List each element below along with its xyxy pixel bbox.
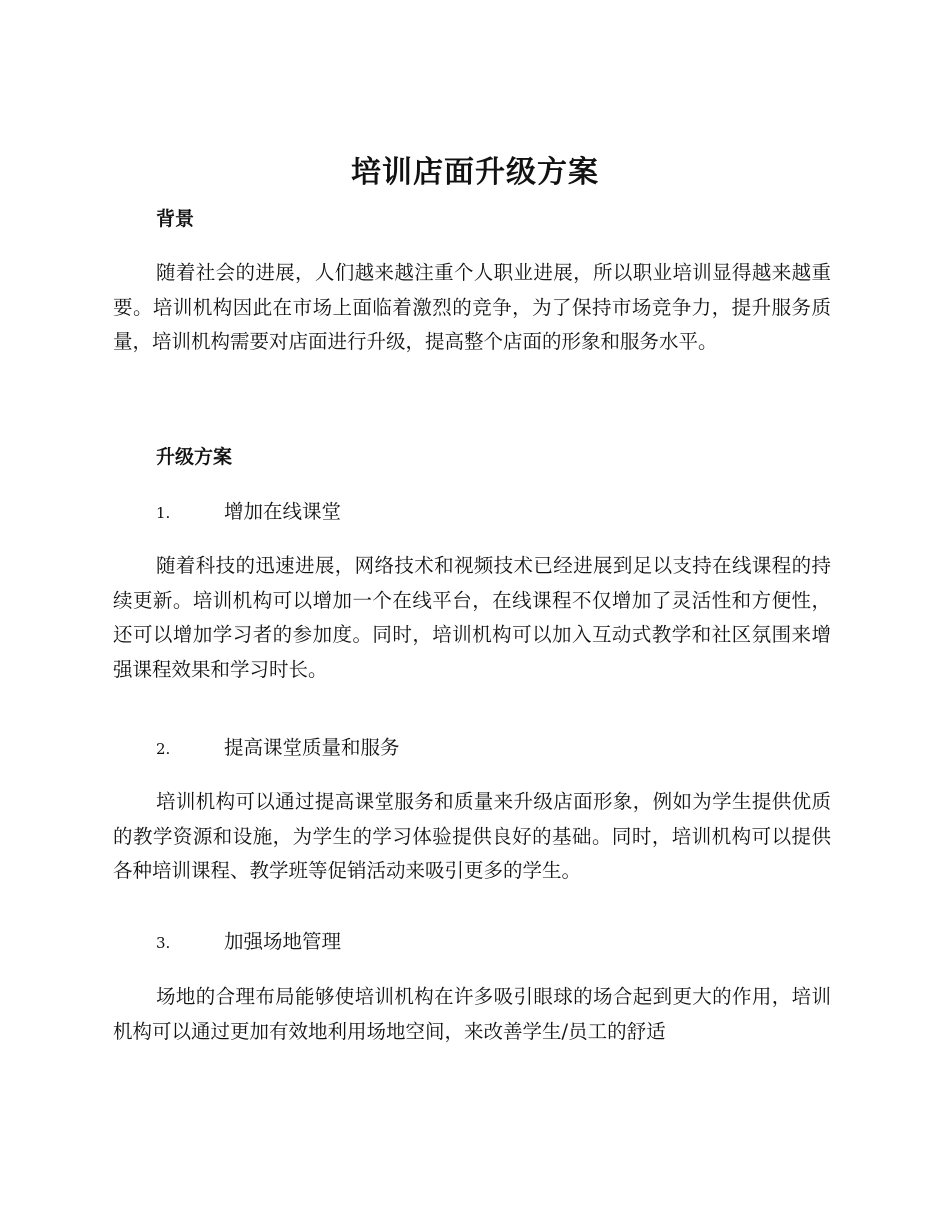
list-item-venue-management [156,927,341,958]
list-item-online-classroom [156,497,341,528]
background-paragraph: 随着社会的进展，人们越来越注重个人职业进展，所以职业培训显得越来越重要。培训机构因此在市场上面临着激烈的竞争，为了保持市场竞争力，提升服务质量，培训机构需要对店面进行升级，提高整个店面的形象和服务水平。 [113,261,831,353]
list-number: 1. [156,504,171,522]
list-item-label: 加强场地管理 [224,930,342,953]
venue-management-paragraph: 场地的合理布局能够使培训机构在许多吸引眼球的场合起到更大的作用，培训机构可以通过更加有效地利用场地空间，来改善学生/员工的舒适 [113,985,831,1043]
list-number: 2. [156,740,171,758]
section-heading-upgrade-plan: 升级方案 [156,446,233,468]
list-item-label: 增加在线课堂 [224,500,342,523]
list-item-label: 提高课堂质量和服务 [224,736,400,759]
class-quality-paragraph: 培训机构可以通过提高课堂服务和质量来升级店面形象，例如为学生提供优质的教学资源和设施，为学生的学习体验提供良好的基础。同时，培训机构可以提供各种培训课程、教学班等促销活动来吸引更多的学生。 [113,790,831,882]
list-item-class-quality [156,733,400,764]
list-number: 3. [156,934,171,952]
document-title: 培训店面升级方案 [351,155,599,190]
online-classroom-paragraph: 随着科技的迅速进展，网络技术和视频技术已经进展到足以支持在线课程的持续更新。培训机构可以增加一个在线平台，在线课程不仅增加了灵活性和方便性，还可以增加学习者的参加度。同时，培训机构可以加入互动式教学和社区氛围来增强课程效果和学习时长。 [113,554,831,681]
section-heading-background: 背景 [156,208,195,230]
